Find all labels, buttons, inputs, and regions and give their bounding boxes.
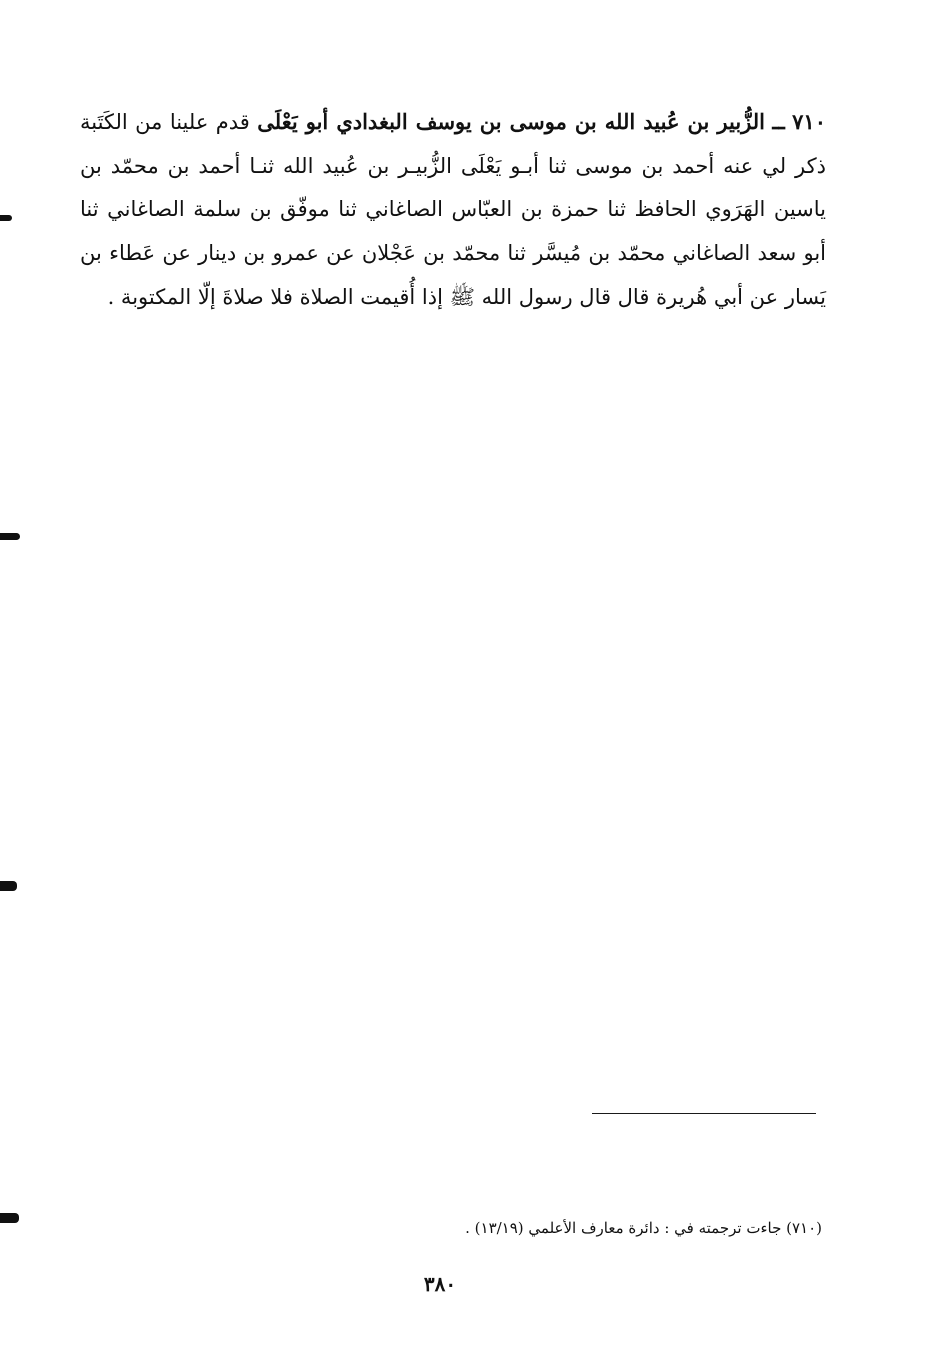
hadith-entry (80, 100, 826, 320)
scan-edge-mark (0, 533, 20, 540)
entry-body: قدم علينا من الكَتَبة ذكر لي عنه أحمد بن موسى ثنا أبـو يَعْلَى الزُّبيـر بن عُبيد الله ثنـا أحمد بن محمّد بن ياسين الهَرَوي الحافظ ثنا حمزة بن العبّاس الصاغاني ثنا موفّق بن سلمة الصاغاني ثنا أبو سعد الصاغاني محمّد بن مُيسَّر ثنا محمّد بن عَجْلان عن عمرو بن دينار عن عَطاء بن يَسار عن أبي هُريرة قال قال رسول الله ﷺ إذا أُقيمت الصلاة فلا صلاةَ إلّا المكتوبة . (80, 110, 826, 309)
entry-heading: الزُّبير بن عُبيد الله بن موسى بن يوسف البغدادي أبو يَعْلَى (257, 109, 765, 134)
scan-edge-mark (0, 881, 17, 891)
entry-separator: ــ (772, 109, 785, 134)
scan-edge-mark (0, 215, 12, 221)
footnote: (٧١٠) جاءت ترجمته في : دائرة معارف الأعلمي (١٣/١٩) . (465, 1219, 822, 1237)
entry-number: ٧١٠ (792, 109, 826, 134)
footnote-divider (592, 1113, 816, 1114)
scan-edge-mark (0, 1213, 19, 1223)
page-number: ٣٨٠ (423, 1272, 457, 1296)
